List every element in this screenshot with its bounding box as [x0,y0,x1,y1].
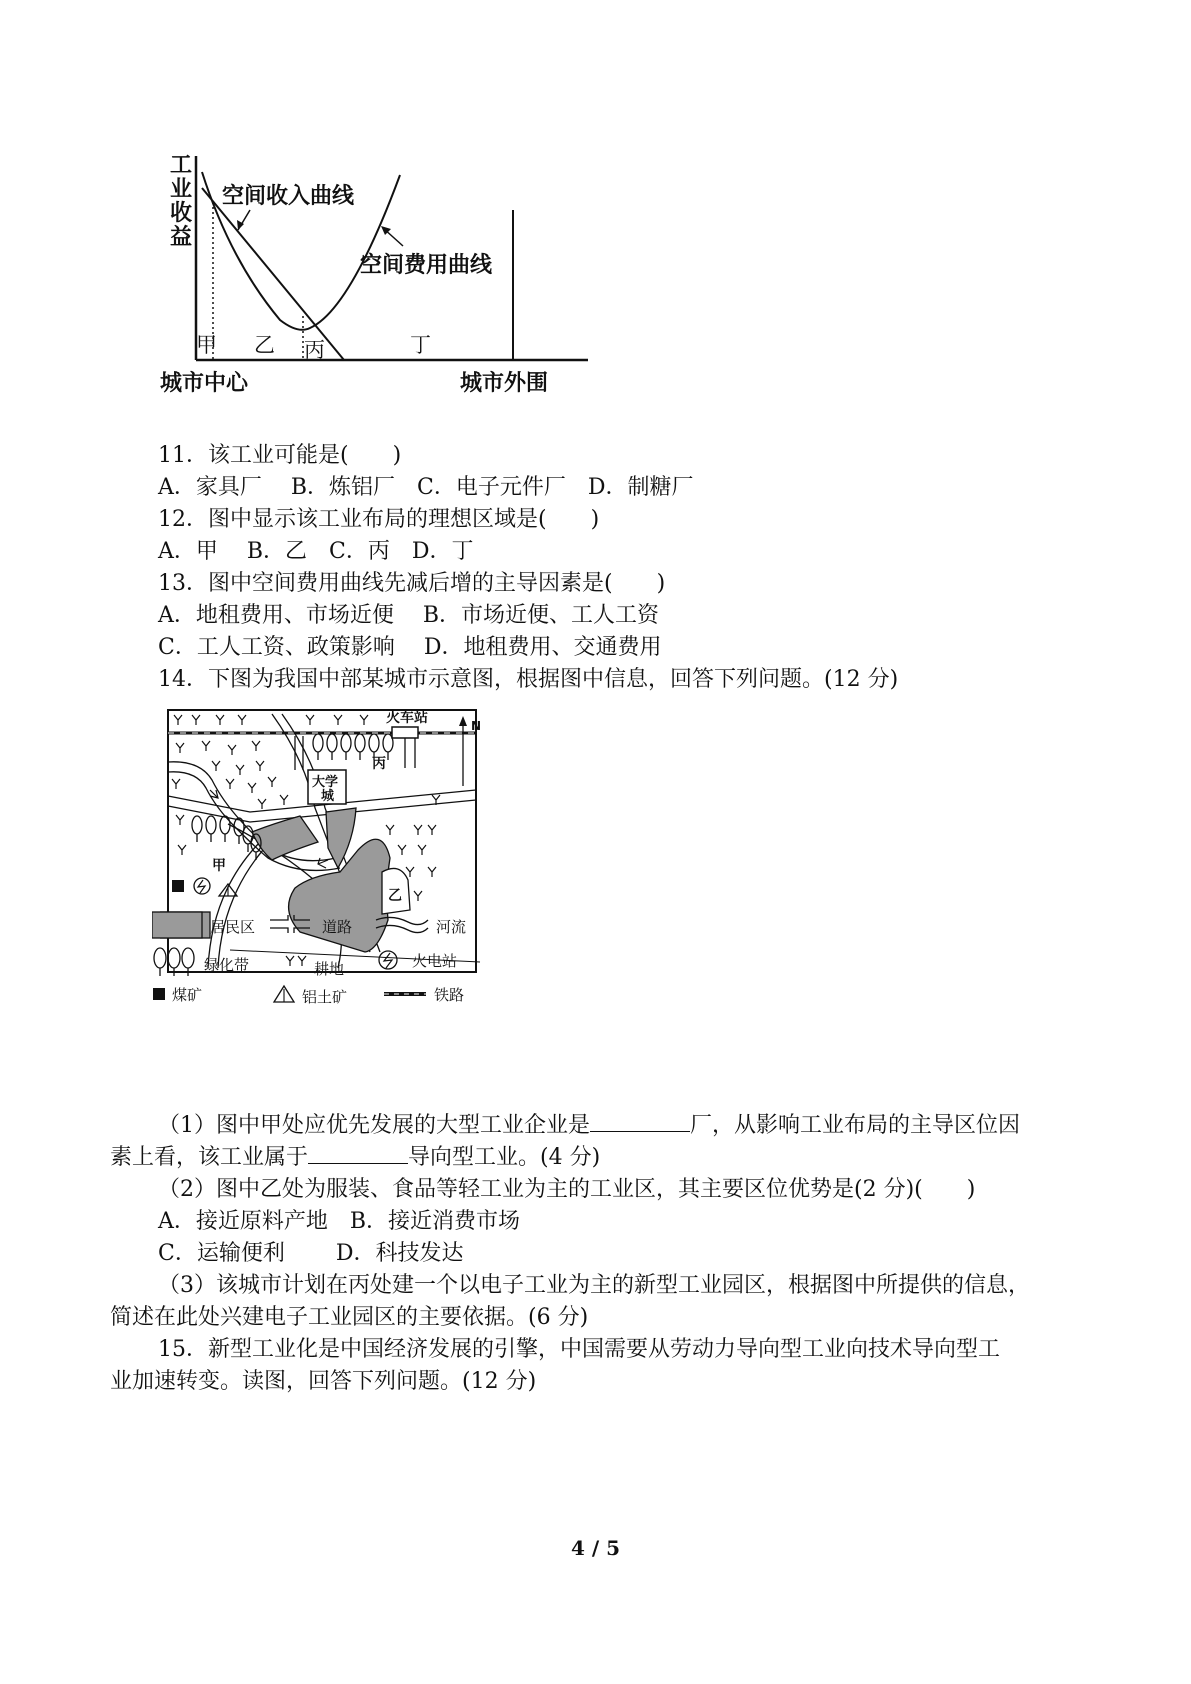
legend-green-belt-label: 绿化带 [204,956,250,974]
legend-farmland-symbol [286,956,306,966]
q13-options-2: C．工人工资、政策影响 D．地租费用、交通费用 [158,635,662,660]
sub-q1-text-d: 导向型工业。(4 分) [408,1145,601,1170]
sub-q1-text-b: 厂，从影响工业布局的主导区位因 [690,1113,1021,1138]
railway-station-label: 火车站 [386,710,428,726]
sub-q2-options-1: A．接近原料产地 B．接近消费市场 [158,1209,521,1234]
map-legend-panel [152,908,522,1008]
q15-line1: 15．新型工业化是中国经济发展的引擎，中国需要从劳动力导向型工业向技术导向型工 [158,1337,1000,1362]
q11-stem: 11．该工业可能是( ) [158,443,402,468]
university-label-1: 大学 [312,775,339,790]
legend-road-symbol [270,915,310,933]
y-axis-label-3: 收 [170,201,193,226]
sub-q3-line1: （3）该城市计划在丙处建一个以电子工业为主的新型工业园区，根据图中所提供的信息， [158,1273,1031,1298]
coal-mine-symbol [172,880,184,892]
q13-stem: 13．图中空间费用曲线先减后增的主导因素是( ) [158,571,666,596]
y-axis-label-1: 工 [170,153,193,178]
legend-river-label: 河流 [436,918,467,936]
legend-coal-mine-symbol [153,988,165,1000]
railway-station-symbol [392,727,418,738]
sub-q1-line2 [110,1143,600,1173]
university-label-2: 城 [321,789,335,804]
q13-options-1: A．地租费用、市场近便 B．市场近便、工人工资 [158,603,660,628]
sub-q2-options-2: C．运输便利 D．科技发达 [158,1241,464,1266]
sub-q2-stem: （2）图中乙处为服装、食品等轻工业为主的工业区，其主要区位优势是(2 分)( ) [158,1177,976,1202]
sub-q3-line2: 简述在此处兴建电子工业园区的主要依据。(6 分) [110,1305,589,1330]
city-map [160,700,520,1100]
q12-options: A．甲 B．乙 C．丙 D．丁 [158,539,474,564]
legend-residential-label: 居民区 [210,918,256,936]
north-label: N [471,719,482,733]
legend-residential-swatch [152,912,202,938]
map-label-bing: 丙 [372,756,386,772]
legend-railway-label: 铁路 [434,986,465,1004]
sub-q1-text-a: （1）图中甲处应优先发展的大型工业企业是 [158,1113,590,1138]
map-label-jia: 甲 [212,858,226,874]
sub-q1-text-c: 素上看，该工业属于 [110,1145,309,1170]
legend-road-label: 道路 [322,918,353,936]
legend-bauxite-label: 铝土矿 [302,988,348,1006]
y-axis-label-2: 业 [170,177,193,202]
x-left-label: 城市中心 [160,371,249,396]
x-right-label: 城市外围 [460,371,549,396]
legend-green-belt-symbol [154,948,194,976]
legend-coal-mine-label: 煤矿 [172,986,203,1004]
q14-stem: 14．下图为我国中部某城市示意图，根据图中信息，回答下列问题。(12 分) [158,667,899,692]
sub-q1-blank-2[interactable] [308,1143,408,1164]
income-curve-label: 空间收入曲线 [222,184,355,209]
zone-ding: 丁 [410,333,431,357]
zone-yi: 乙 [254,333,275,357]
sub-q1-blank-1[interactable] [590,1111,690,1132]
zone-jia: 甲 [196,333,217,357]
map-label-yi: 乙 [388,888,402,904]
q12-stem: 12．图中显示该工业布局的理想区域是( ) [158,507,600,532]
q15-line2: 业加速转变。读图，回答下列问题。(12 分) [110,1369,537,1394]
legend-farmland-label: 耕地 [314,960,345,978]
legend-power-station-label: 火电站 [412,952,458,970]
legend-river-symbol [376,917,428,932]
page-number: 4 / 5 [570,1536,621,1560]
industry-location-chart [160,150,600,430]
cost-curve-label: 空间费用曲线 [360,253,493,278]
sub-q1-line1 [158,1111,1020,1141]
zone-bing: 丙 [304,338,325,362]
q11-options: A．家具厂 B．炼铝厂 C．电子元件厂 D．制糖厂 [158,475,694,500]
y-axis-label-4: 益 [170,225,193,250]
